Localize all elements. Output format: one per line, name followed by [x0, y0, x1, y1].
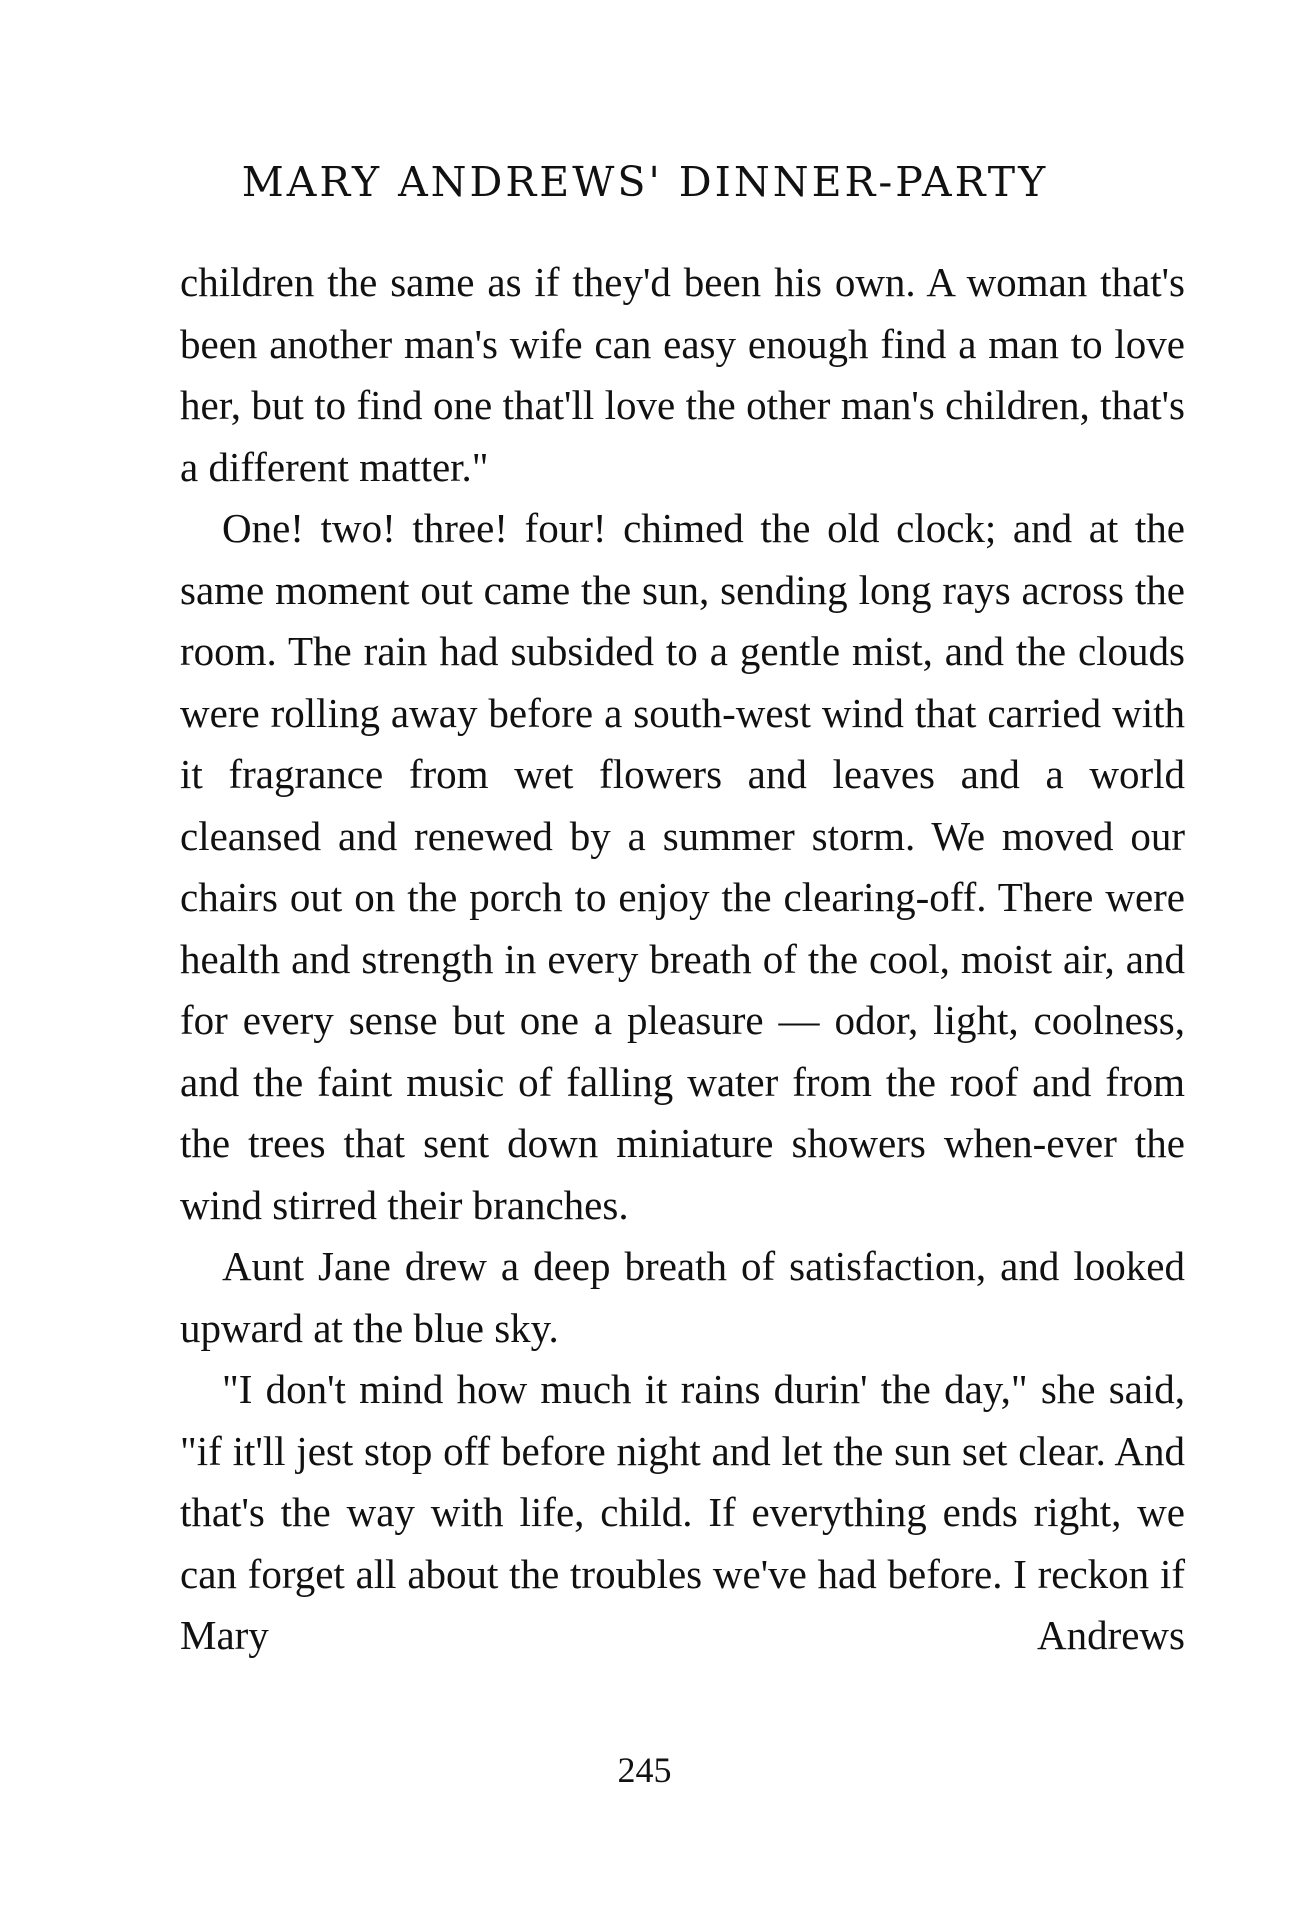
- running-header: MARY ANDREWS' DINNER-PARTY: [241, 158, 1049, 206]
- paragraph-3: Aunt Jane drew a deep breath of satisfaction, and looked upward at the blue sky.: [180, 1243, 1185, 1351]
- paragraph-1: children the same as if they'd been his own. A woman that's been another man's wife can easy enough find a man to love her, but to find one that'll love the other man's children, that's a different matter.": [180, 259, 1185, 490]
- paragraph-4: "I don't mind how much it rains durin' the day," she said, "if it'll jest stop off before night and let the sun set clear. And that's the way with life, child. If everything ends right, we can forget all about the troubles we've had before. I reckon if Mary Andrews: [180, 1366, 1185, 1658]
- paragraph-2: One! two! three! four! chimed the old clock; and at the same moment out came the sun, sending long rays across the room. The rain had subsided to a gentle mist, and the clouds were rolling away before a south-west wind that carried with it fragrance from wet flowers and leaves and a world cleansed and renewed by a summer storm. We moved our chairs out on the porch to enjoy the clearing-off. There were health and strength in every breath of the cool, moist air, and for every sense but one a pleasure — odor, light, coolness, and the faint music of falling water from the roof and from the trees that sent down miniature showers when-ever the wind stirred their branches.: [180, 505, 1185, 1228]
- page-number: 245: [617, 1750, 672, 1790]
- body-text: [180, 252, 1185, 1667]
